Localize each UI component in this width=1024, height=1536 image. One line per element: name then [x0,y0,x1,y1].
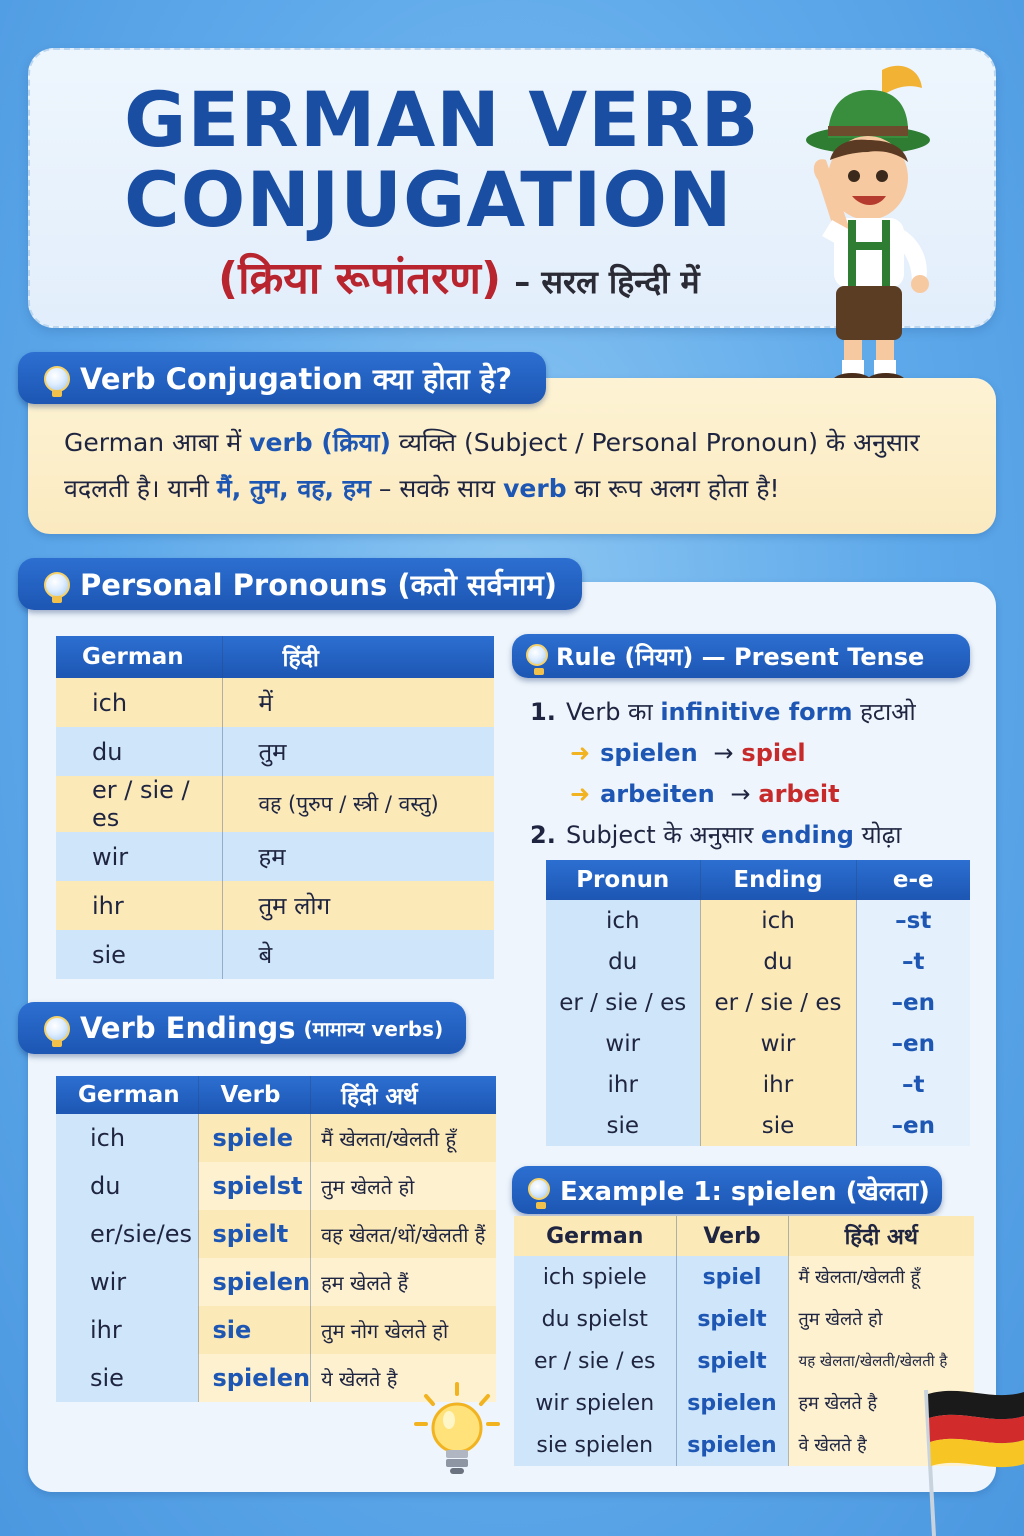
cell: –en [856,982,970,1023]
table-row [56,832,494,881]
lightbulb-icon [528,1178,550,1200]
col-header: German [56,1076,198,1114]
cell: ich spiele [514,1256,676,1298]
cell: हम खेलते हैं [311,1258,496,1306]
table-row [514,1382,974,1424]
col-header: हिंदी अर्थ [311,1076,496,1114]
col-header: German [514,1216,676,1256]
arrow-right-icon: ➜ [570,780,591,808]
cell: तुम खेलते हो [788,1298,974,1340]
lightbulb-icon [526,644,548,666]
cell: wir [546,1023,700,1064]
step-highlight: ending [760,821,854,849]
step-text: हटाओ [852,698,916,726]
table-row [56,1162,496,1210]
table-row [56,1210,496,1258]
table-row [56,678,494,727]
table-row [514,1340,974,1382]
col-header: German [56,636,222,678]
cell: spielen [676,1382,788,1424]
cell: du spielst [514,1298,676,1340]
cell: wir [56,832,222,881]
endings-heading-banner [18,1002,466,1054]
cell: sie [546,1105,700,1146]
table-row [546,1023,970,1064]
lightbulb-icon [44,366,70,392]
cell: वह (पुरुप / स्त्री / वस्तु) [222,776,494,832]
intro-heading-banner [18,352,546,404]
cell: ihr [700,1064,856,1105]
cell: sie [56,1354,198,1402]
rule-steps [530,692,970,856]
german-flag-icon [912,1380,1024,1536]
cell: में [222,678,494,727]
page-title: GERMAN VERB CONJUGATION [124,75,760,244]
col-header: Verb [676,1216,788,1256]
boy-mascot [770,60,970,400]
table-row [546,941,970,982]
cell: er / sie / es [514,1340,676,1382]
cell: sie spielen [514,1424,676,1466]
lightbulb-icon [44,1016,70,1042]
pronouns-heading: Personal Pronouns (कतो सर्वनाम) [80,567,557,602]
lightbulb-icon [44,572,70,598]
cell: sie [56,930,222,979]
cell: –en [856,1023,970,1064]
cell: हम खेलते है [788,1382,974,1424]
cell: er / sie / es [700,982,856,1023]
intro-highlight: मैं, तुम, वह, हम [216,474,371,503]
table-row [56,1306,496,1354]
col-header: Pronun [546,860,700,900]
col-header: Ending [700,860,856,900]
cell: du [56,727,222,776]
cell: wir spielen [514,1382,676,1424]
rule-heading: Rule (नियग) — Present Tense [556,642,925,671]
cell: du [700,941,856,982]
step-text: योढ़ा [854,821,902,849]
cell: मैं खेलता/खेलती हूँ [788,1256,974,1298]
cell: तुम लोग [222,881,494,930]
intro-highlight: verb [503,474,567,503]
subtitle-rest: – सरल हिन्दी में [514,263,700,301]
step-highlight: infinitive form [660,698,853,726]
pronouns-table [56,636,494,979]
table-row [56,1114,496,1162]
cell: तुम खेलते हो [311,1162,496,1210]
rule-table [546,860,970,1146]
arrow-icon: → [730,780,751,808]
cell: spielt [198,1210,311,1258]
cell: मैं खेलता/खेलती हूँ [311,1114,496,1162]
table-row [514,1424,974,1466]
cell: sie [198,1306,311,1354]
cell: तुम नोग खेलते हो [311,1306,496,1354]
cell: wir [700,1023,856,1064]
cell: यह खेलता/खेलती/खेलती है [788,1340,974,1382]
rule-example-2 [530,774,970,815]
intro-heading: Verb Conjugation क्या होता हे? [80,361,513,396]
subtitle-hindi: (क्रिया रूपांतरण) [218,253,502,304]
arrow-icon: → [713,739,734,767]
cell: spielt [676,1298,788,1340]
rule-example-1 [530,733,970,774]
intro-text-part: का रूप अलग होता है! [566,474,780,503]
cell: –t [856,941,970,982]
step-number: 1. [530,698,556,726]
cell: ich [56,678,222,727]
cell: spiele [198,1114,311,1162]
col-header: हिंदी अर्थ [788,1216,974,1256]
table-row [546,982,970,1023]
example-from: arbeiten [600,780,715,808]
cell: spiel [676,1256,788,1298]
cell: तुम [222,727,494,776]
cell: ich [546,900,700,941]
cell: wir [56,1258,198,1306]
example-from: spielen [600,739,698,767]
table-row [546,1064,970,1105]
col-header: Verb [198,1076,311,1114]
table-row [56,727,494,776]
cell: spielen [198,1354,311,1402]
intro-text-part: – सवके साय [370,474,504,503]
cell: sie [700,1105,856,1146]
pronouns-heading-banner [18,558,582,610]
cell: वे खेलते है [788,1424,974,1466]
cell: spielen [676,1424,788,1466]
example-heading-banner [512,1166,942,1214]
endings-heading: Verb Endings [80,1011,296,1045]
cell: er / sie / es [546,982,700,1023]
cell: ich [700,900,856,941]
intro-text-part: वदलती है। यानी [64,474,217,503]
table-row [514,1298,974,1340]
table-row [56,1258,496,1306]
cell: –st [856,900,970,941]
endings-table [56,1076,496,1402]
table-row [546,1105,970,1146]
cell: er/sie/es [56,1210,198,1258]
table-row [546,900,970,941]
cell: spielen [198,1258,311,1306]
cell: spielt [676,1340,788,1382]
cell: du [56,1162,198,1210]
intro-text [64,420,974,512]
endings-heading-small: (मामान्य verbs) [303,1016,444,1041]
cell: हम [222,832,494,881]
cell: ihr [56,881,222,930]
example-to: spiel [741,739,806,767]
intro-text-part: German आबा में [64,428,250,457]
cell: –t [856,1064,970,1105]
table-row [56,776,494,832]
table-row [56,881,494,930]
example-to: arbeit [758,780,840,808]
rule-heading-banner [512,634,970,678]
lightbulb-icon [412,1380,502,1480]
intro-highlight: verb (क्रिया) [249,428,391,457]
cell: वह खेलत/थों/खेलती हैं [311,1210,496,1258]
rule-step-1 [530,692,970,733]
arrow-right-icon: ➜ [570,739,591,767]
col-header: हिंदी [222,636,494,678]
cell: ये खेलते है [311,1354,496,1402]
step-text: Subject के अनुसार [566,821,761,849]
cell: du [546,941,700,982]
example-heading: Example 1: spielen (खेलता) [560,1177,930,1207]
intro-text-part: व्यक्ति (Subject / Personal Pronoun) के अनुसार [390,428,920,457]
cell: बे [222,930,494,979]
cell: ihr [56,1306,198,1354]
table-row [56,930,494,979]
cell: ihr [546,1064,700,1105]
step-number: 2. [530,821,556,849]
step-text: Verb का [566,698,661,726]
cell: –en [856,1105,970,1146]
cell: er / sie / es [56,776,222,832]
cell: ich [56,1114,198,1162]
table-row [514,1256,974,1298]
cell: spielst [198,1162,311,1210]
example-table [514,1216,974,1466]
rule-step-2 [530,815,970,856]
col-header: e-e [856,860,970,900]
page-subtitle [218,246,700,306]
